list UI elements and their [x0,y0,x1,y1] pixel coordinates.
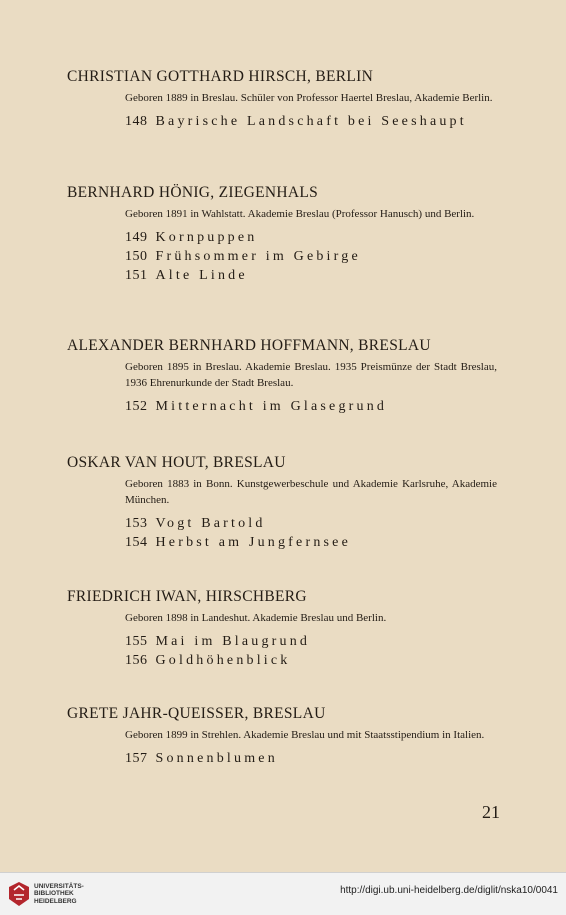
work-item [125,632,507,651]
work-title: Goldhöhenblick [155,653,291,668]
artist-entry [67,588,507,670]
work-number: 157 [125,751,148,766]
work-title: Sonnenblumen [155,751,278,766]
works-list [125,228,507,285]
work-number: 153 [125,516,148,531]
work-item [125,651,507,670]
artist-entry [67,184,507,285]
work-item [125,112,507,131]
permalink-url[interactable]: http://digi.ub.uni-heidelberg.de/diglit/nska10/0041 [340,885,558,896]
work-number: 152 [125,399,148,414]
work-item [125,533,507,552]
artist-name: GRETE JAHR-QUEISSER, BRESLAU [67,705,326,722]
artist-bio: Geboren 1898 in Landeshut. Akademie Breslau und Berlin. [125,612,387,624]
artist-entry [67,337,507,416]
work-item [125,749,507,768]
work-item [125,266,507,285]
work-title: Kornpuppen [155,230,258,245]
works-list [125,397,507,416]
work-number: 155 [125,634,148,649]
artist-bio: Geboren 1883 in Bonn. Kunstgewerbeschule und Akademie Karlsruhe, Akademie München. [125,478,497,506]
library-name-line: UNIVERSITÄTS- [34,882,84,890]
works-list [125,112,507,131]
artist-name: CHRISTIAN GOTTHARD HIRSCH, BERLIN [67,68,374,85]
work-item [125,247,507,266]
work-item [125,397,507,416]
work-title: Frühsommer im Gebirge [155,249,361,264]
work-title: Mitternacht im Glasegrund [155,399,388,414]
library-name-line: HEIDELBERG [34,897,77,905]
work-number: 154 [125,535,148,550]
artist-name: FRIEDRICH IWAN, HIRSCHBERG [67,588,307,605]
work-title: Herbst am Jungfernsee [155,535,351,550]
work-number: 150 [125,249,148,264]
artist-entry [67,454,507,552]
page-number: 21 [482,802,500,822]
works-list [125,632,507,670]
university-seal-icon [8,881,30,907]
artist-name: BERNHARD HÖNIG, ZIEGENHALS [67,184,319,201]
artist-bio: Geboren 1889 in Breslau. Schüler von Professor Haertel Breslau, Akademie Berlin. [125,92,493,104]
work-item [125,514,507,533]
artist-entry [67,705,507,768]
work-number: 148 [125,114,148,129]
artist-bio: Geboren 1899 in Strehlen. Akademie Breslau und mit Staatsstipendium in Italien. [125,729,485,741]
artist-bio: Geboren 1895 in Breslau. Akademie Breslau. 1935 Preismünze der Stadt Breslau, 1936 Ehrenurkunde der Stadt Breslau. [125,361,497,389]
works-list [125,749,507,768]
work-item [125,228,507,247]
library-logo[interactable] [8,881,84,907]
artist-name: OSKAR VAN HOUT, BRESLAU [67,454,286,471]
library-footer [0,872,566,915]
work-number: 156 [125,653,148,668]
artist-bio: Geboren 1891 in Wahlstatt. Akademie Breslau (Professor Hanusch) und Berlin. [125,208,475,220]
work-title: Alte Linde [155,268,248,283]
library-name-line: BIBLIOTHEK [34,890,74,898]
artist-name: ALEXANDER BERNHARD HOFFMANN, BRESLAU [67,337,431,354]
works-list [125,514,507,552]
work-title: Bayrische Landschaft bei Seeshaupt [155,114,467,129]
work-title: Mai im Blaugrund [155,634,311,649]
artist-entry [67,68,507,131]
work-number: 151 [125,268,148,283]
library-name [34,883,84,906]
work-number: 149 [125,230,148,245]
work-title: Vogt Bartold [155,516,266,531]
